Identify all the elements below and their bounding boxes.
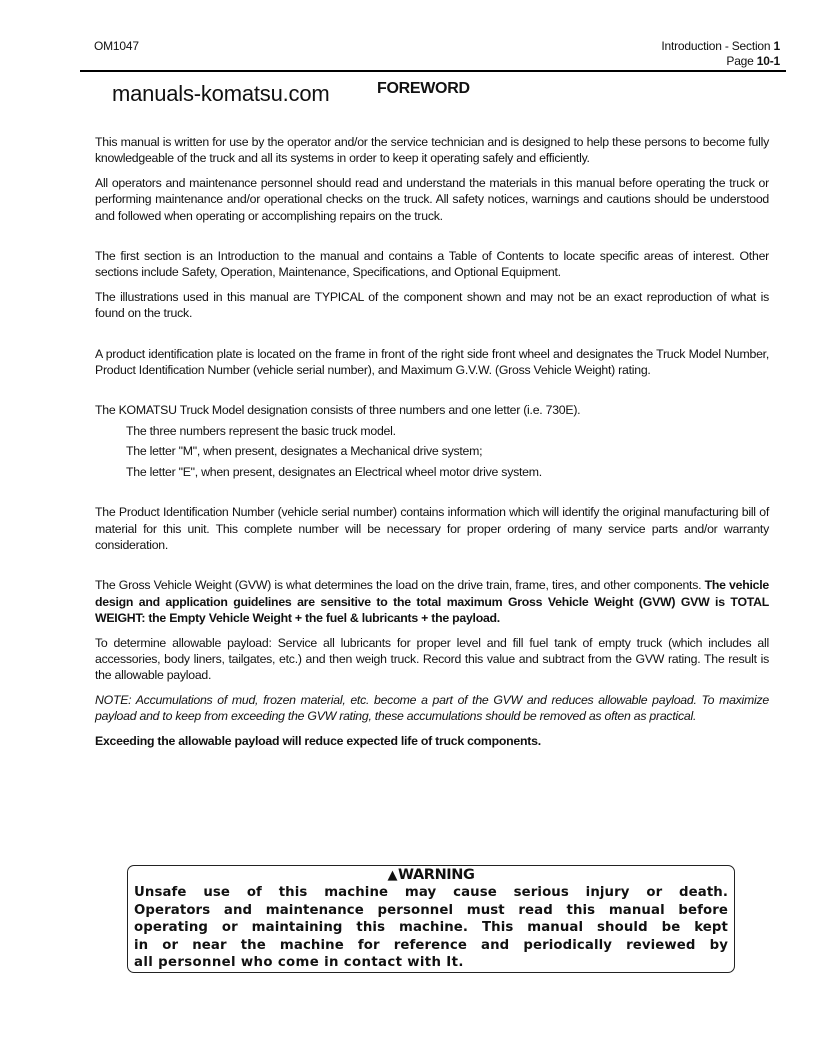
- note-text: NOTE: Accumulations of mud, frozen material, etc. become a part of the GVW and reduces allowable payload. To maximize payload and to keep from exceeding the GVW rating, these accumulations should be removed as often as practical.: [95, 692, 769, 724]
- header-divider: [80, 70, 786, 72]
- warning-line: operating or maintaining this machine. This manual should be kept: [134, 920, 728, 936]
- warning-title-text: WARNING: [398, 867, 475, 883]
- warning-line: in or near the machine for reference and periodically reviewed by: [134, 937, 728, 953]
- list-item: The three numbers represent the basic truck model.: [126, 423, 396, 438]
- page-label: Page: [726, 54, 757, 68]
- warning-line: Unsafe use of this machine may cause serious injury or death.: [134, 885, 728, 900]
- warning-box: [127, 865, 735, 973]
- paragraph-purpose: This manual is written for use by the operator and/or the service technician and is designed to help these persons to become fully knowledgeable of the truck and all its systems in order to keep it operating safely and efficiently.: [95, 135, 769, 166]
- list-item: The letter "E", when present, designates an Electrical wheel motor drive system.: [126, 464, 542, 479]
- document-id: OM1047: [94, 39, 139, 53]
- watermark-text: manuals-komatsu.com: [112, 81, 330, 106]
- warning-title: [134, 867, 728, 884]
- paragraph-model-designation: The KOMATSU Truck Model designation consists of three numbers and one letter (i.e. 730E).: [95, 403, 581, 418]
- payload-caution: Exceeding the allowable payload will reduce expected life of truck components.: [95, 733, 541, 748]
- paragraph-illustrations: The illustrations used in this manual are TYPICAL of the component shown and may not be an exact reproduction of what is found on the truck.: [95, 289, 769, 321]
- section-info: [661, 39, 780, 69]
- paragraph-serial-number: The Product Identification Number (vehicle serial number) contains information which will identify the original manufacturing bill of material for this unit. This complete number will be necessary for proper ordering of many service parts and/or warranty consideration.: [95, 505, 769, 552]
- warning-line: Operators and maintenance personnel must read this manual before: [134, 902, 728, 918]
- warning-line: all personnel who come in contact with It.: [134, 955, 464, 971]
- paragraph-allowable-payload: To determine allowable payload: Service all lubricants for proper level and fill fuel tank of empty truck (which includes all accessories, body liners, tailgates, etc.) and then weigh truck. Record this value and subtract from the GVW rating. The result is the allowable payload.: [95, 635, 769, 683]
- page-title: FOREWORD: [377, 80, 470, 97]
- paragraph-gvw: [95, 577, 769, 626]
- paragraph-readers: All operators and maintenance personnel should read and understand the materials in this manual before operating the truck or performing maintenance and/or operational checks on the truck. All safety notices, warnings and cautions should be understood and followed when operating or accomplishing repairs on the truck.: [95, 175, 769, 223]
- section-number: 1: [773, 39, 780, 53]
- gvw-emphasis: The vehicle design and application guidelines are sensitive to the total maximum Gross Vehicle Weight (GVW) GVW is TOTAL WEIGHT: the Empty Vehicle Weight + the fuel & lubricants + the payload.: [95, 578, 769, 626]
- list-item: The letter "M", when present, designates a Mechanical drive system;: [126, 444, 483, 459]
- paragraph-sections: The first section is an Introduction to the manual and contains a Table of Contents to locate specific areas of interest. Other sections include Safety, Operation, Maintenance, Specifications, and Optional Equipment.: [95, 249, 769, 280]
- page-number: 10-1: [756, 54, 780, 68]
- section-label: Introduction - Section: [661, 39, 774, 53]
- warning-triangle-icon: ▲: [387, 868, 398, 883]
- gvw-text: The Gross Vehicle Weight (GVW) is what determines the load on the drive train, frame, tires, and other components.: [95, 578, 705, 593]
- page-header: [94, 39, 780, 71]
- paragraph-identification-plate: A product identification plate is located on the frame in front of the right side front wheel and designates the Truck Model Number, Product Identification Number (vehicle serial number), and Maximum G.V.W. (Gross Vehicle Weight) rating.: [95, 346, 769, 378]
- section-line: [661, 39, 780, 54]
- page-line: [661, 54, 780, 69]
- document-body: [95, 134, 769, 757]
